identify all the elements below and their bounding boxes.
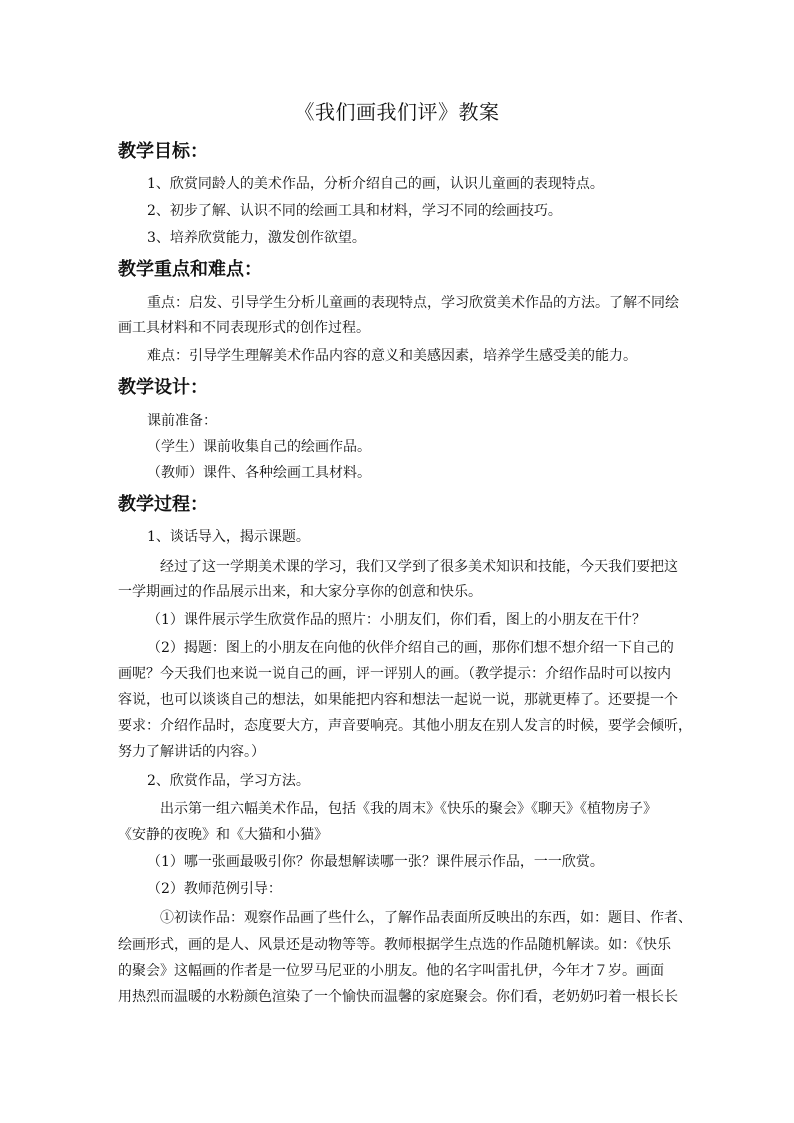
process-line: （1）哪一张画最吸引你？你最想解读哪一张？课件展示作品，一一欣赏。 bbox=[147, 854, 604, 870]
heading-design: 教学设计： bbox=[118, 377, 208, 398]
goal-item: 1、欣赏同龄人的美术作品，分析介绍自己的画，认识儿童画的表现特点。 bbox=[147, 176, 604, 192]
process-line: ①初读作品：观察作品画了些什么，了解作品表面所反映出的东西，如：题目、作者、 bbox=[160, 910, 692, 926]
process-line: （1）课件展示学生欣赏作品的照片：小朋友们，你们看，图上的小朋友在干什？ bbox=[147, 612, 646, 628]
process-line: 1、谈话导入，揭示课题。 bbox=[147, 529, 310, 545]
process-line: （2）揭题：图上的小朋友在向他的伙伴介绍自己的画，那你们想不想介绍一下自己的 bbox=[147, 640, 674, 656]
process-line: 出示第一组六幅美术作品，包括《我的周末》《快乐的聚会》《聊天》《植物房子》 bbox=[160, 801, 657, 817]
design-line: （学生）课前收集自己的绘画作品。 bbox=[147, 439, 371, 455]
key-point-line: 难点：引导学生理解美术作品内容的意义和美感因素，培养学生感受美的能力。 bbox=[147, 348, 637, 364]
process-line: 容说，也可以谈谈自己的想法，如果能把内容和想法一起说一说，那就更棒了。还要提一个 bbox=[118, 692, 678, 708]
key-point-line: 画工具材料和不同表现形式的创作过程。 bbox=[118, 320, 370, 336]
process-line: 一学期画过的作品展示出来，和大家分享你的创意和快乐。 bbox=[118, 584, 482, 600]
process-line: （2）教师范例引导： bbox=[147, 881, 282, 897]
key-point-line: 重点：启发、引导学生分析儿童画的表现特点，学习欣赏美术作品的方法。了解不同绘 bbox=[147, 295, 679, 311]
design-line: 课前准备： bbox=[147, 413, 217, 429]
heading-goals: 教学目标： bbox=[118, 141, 208, 162]
process-line: 经过了这一学期美术课的学习，我们又学到了很多美术知识和技能，今天我们要把这 bbox=[160, 559, 678, 575]
process-line: 用热烈而温暖的水粉颜色渲染了一个愉快而温馨的家庭聚会。你们看，老奶奶叼着一根长长 bbox=[118, 989, 678, 1005]
goal-item: 3、培养欣赏能力，激发创作欲望。 bbox=[147, 230, 366, 246]
process-line: 绘画形式，画的是人、风景还是动物等等。教师根据学生点选的作品随机解读。如：《快乐 bbox=[118, 937, 671, 953]
goal-item: 2、初步了解、认识不同的绘画工具和材料，学习不同的绘画技巧。 bbox=[147, 203, 562, 219]
design-line: （教师）课件、各种绘画工具材料。 bbox=[147, 465, 371, 481]
heading-process: 教学过程： bbox=[118, 494, 208, 515]
heading-key-points: 教学重点和难点： bbox=[118, 259, 262, 280]
process-line: 要求：介绍作品时，态度要大方，声音要响亮。其他小朋友在别人发言的时候，要学会倾听， bbox=[118, 718, 692, 734]
document-title: 《我们画我们评》教案 bbox=[294, 100, 500, 124]
process-line: 的聚会》这幅画的作者是一位罗马尼亚的小朋友。他的名字叫雷扎伊，今年才７岁。画面 bbox=[118, 963, 664, 979]
process-line: 《安静的夜晚》和《大猫和小猫》 bbox=[118, 827, 328, 843]
process-line: 画呢？今天我们也来说一说自己的画，评一评别人的画。（教学提示：介绍作品时可以按内 bbox=[118, 666, 671, 682]
process-line: 2、欣赏作品，学习方法。 bbox=[147, 773, 310, 789]
process-line: 努力了解讲话的内容。） bbox=[118, 744, 265, 760]
